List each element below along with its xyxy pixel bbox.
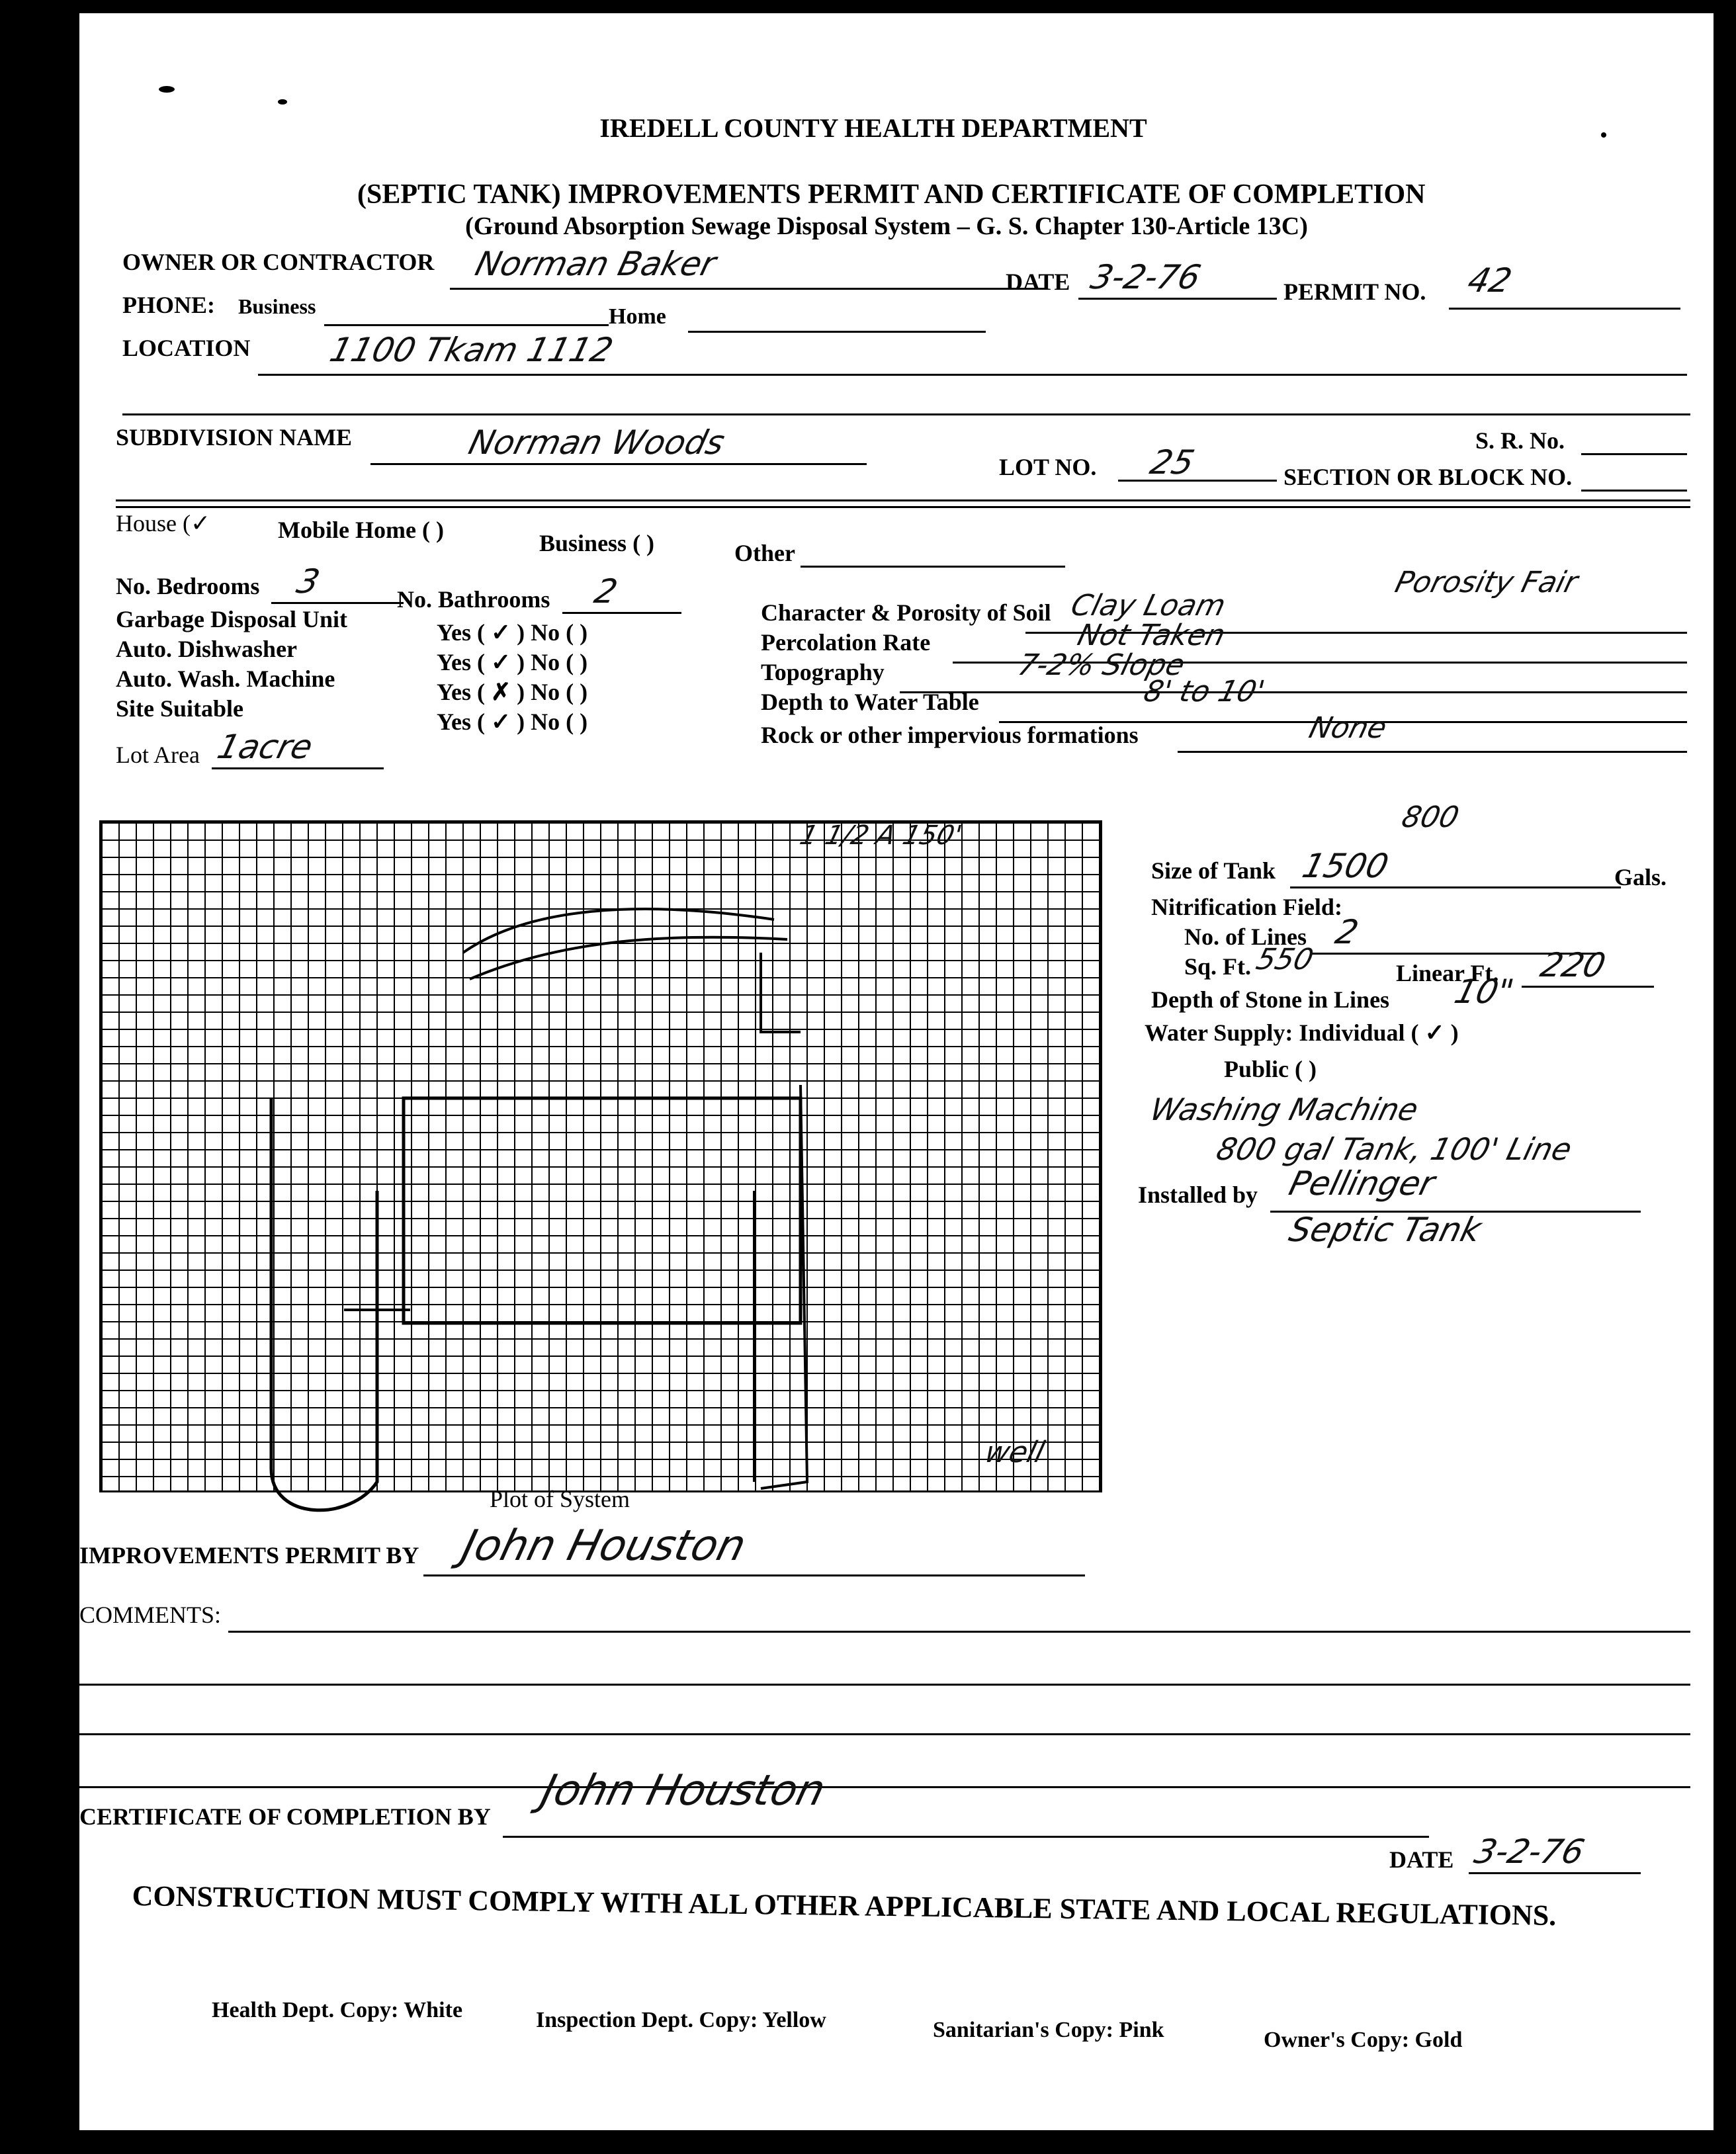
installed-by-value: Pellinger bbox=[1285, 1164, 1439, 1203]
business-type-label: Business ( ) bbox=[539, 530, 655, 556]
location-value: 1100 Tkam 1112 bbox=[326, 331, 617, 369]
tank-size-label: Size of Tank bbox=[1151, 857, 1276, 884]
tank-size-value: 1500 bbox=[1298, 847, 1393, 885]
washing-machine-note: Washing Machine bbox=[1147, 1092, 1422, 1127]
soil-label: Character & Porosity of Soil bbox=[761, 599, 1051, 626]
wash-machine-label: Auto. Wash. Machine bbox=[116, 666, 335, 692]
lot-no-label: LOT NO. bbox=[999, 454, 1097, 480]
subdivision-value: Norman Woods bbox=[464, 423, 729, 462]
plot-annotation: 1 1/2 A 150' bbox=[797, 820, 965, 851]
house-label: House (✓ bbox=[116, 510, 211, 537]
copy-health: Health Dept. Copy: White bbox=[212, 1998, 463, 2022]
lot-area-label: Lot Area bbox=[116, 742, 200, 768]
copy-inspection: Inspection Dept. Copy: Yellow bbox=[536, 2008, 826, 2032]
site-suitable-label: Site Suitable bbox=[116, 695, 244, 722]
tank-size-unit: Gals. bbox=[1614, 864, 1667, 890]
department-title: IREDELL COUNTY HEALTH DEPARTMENT bbox=[599, 113, 1147, 143]
form-subtitle: (Ground Absorption Sewage Disposal System – G. S. Chapter 130-Article 13C) bbox=[465, 212, 1308, 240]
linear-ft-label: Linear Ft. bbox=[1396, 960, 1499, 986]
water-table-label: Depth to Water Table bbox=[761, 689, 979, 715]
site-suitable-answer: Yes ( ✓ ) No ( ) bbox=[437, 709, 588, 735]
plot-caption: Plot of System bbox=[490, 1486, 630, 1512]
permit-form bbox=[79, 13, 1714, 2130]
bedrooms-value: 3 bbox=[292, 562, 324, 601]
subdivision-label: SUBDIVISION NAME bbox=[116, 424, 353, 451]
topography-label: Topography bbox=[761, 659, 885, 685]
wash-machine-answer: Yes ( ✗ ) No ( ) bbox=[437, 679, 588, 705]
linear-ft-value: 220 bbox=[1536, 946, 1610, 984]
permit-by-signature: John Houston bbox=[456, 1522, 751, 1571]
soil-value: Clay Loam bbox=[1067, 589, 1229, 623]
comments-label: COMMENTS: bbox=[79, 1602, 222, 1628]
dishwasher-label: Auto. Dishwasher bbox=[116, 636, 298, 662]
tank-line-note: 800 gal Tank, 100' Line bbox=[1213, 1131, 1576, 1167]
phone-business-label: Business bbox=[238, 294, 316, 318]
lines-label: No. of Lines bbox=[1184, 924, 1307, 950]
permit-by-label: IMPROVEMENTS PERMIT BY bbox=[79, 1542, 419, 1569]
installed-by-value-2: Septic Tank bbox=[1285, 1211, 1485, 1249]
mobile-home-label: Mobile Home ( ) bbox=[278, 517, 444, 543]
phone-home-label: Home bbox=[609, 304, 666, 329]
date-label: DATE bbox=[1006, 269, 1070, 295]
location-label: LOCATION bbox=[122, 335, 251, 361]
stone-depth-value: 10" bbox=[1450, 972, 1518, 1011]
compliance-notice: CONSTRUCTION MUST COMPLY WITH ALL OTHER APPLICABLE STATE AND LOCAL REGULATIONS. bbox=[132, 1879, 1557, 1932]
phone-label: PHONE: bbox=[122, 292, 215, 318]
sq-ft-value: 550 bbox=[1252, 943, 1317, 976]
water-supply-public-label: Public ( ) bbox=[1224, 1056, 1317, 1082]
copy-owner: Owner's Copy: Gold bbox=[1264, 2028, 1463, 2052]
rock-label: Rock or other impervious formations bbox=[761, 722, 1139, 748]
completion-date-label: DATE bbox=[1389, 1846, 1454, 1873]
tank-size-note: 800 bbox=[1398, 800, 1463, 834]
nitrification-label: Nitrification Field: bbox=[1151, 894, 1342, 920]
water-supply-label: Water Supply: Individual ( ✓ ) bbox=[1145, 1019, 1459, 1046]
section-block-label: SECTION OR BLOCK NO. bbox=[1283, 464, 1573, 490]
other-type-label: Other bbox=[734, 540, 795, 566]
garbage-disposal-answer: Yes ( ✓ ) No ( ) bbox=[437, 619, 588, 646]
lot-area-value: 1acre bbox=[213, 728, 317, 766]
dishwasher-answer: Yes ( ✓ ) No ( ) bbox=[437, 649, 588, 675]
sq-ft-label: Sq. Ft. bbox=[1184, 953, 1252, 980]
certificate-signature: John Houston bbox=[536, 1766, 830, 1815]
bedrooms-label: No. Bedrooms bbox=[116, 573, 260, 599]
stone-depth-label: Depth of Stone in Lines bbox=[1151, 986, 1390, 1013]
water-table-value: 8' to 10' bbox=[1140, 675, 1268, 709]
percolation-value: Not Taken bbox=[1074, 619, 1229, 652]
lot-no-value: 25 bbox=[1146, 443, 1198, 482]
bathrooms-label: No. Bathrooms bbox=[397, 586, 550, 613]
rock-value: None bbox=[1305, 711, 1391, 745]
copy-sanitarian: Sanitarian's Copy: Pink bbox=[933, 2018, 1164, 2042]
owner-label: OWNER OR CONTRACTOR bbox=[122, 249, 435, 275]
bathrooms-value: 2 bbox=[590, 572, 622, 611]
plot-well-note: well bbox=[981, 1436, 1048, 1469]
topography-value: 7-2% Slope bbox=[1014, 648, 1189, 682]
permit-no-label: PERMIT NO. bbox=[1283, 279, 1426, 305]
installed-by-label: Installed by bbox=[1138, 1182, 1258, 1208]
form-title: (SEPTIC TANK) IMPROVEMENTS PERMIT AND CERTIFICATE OF COMPLETION bbox=[357, 179, 1426, 210]
lines-value: 2 bbox=[1331, 913, 1363, 951]
completion-date-value: 3-2-76 bbox=[1470, 1832, 1588, 1871]
garbage-disposal-label: Garbage Disposal Unit bbox=[116, 606, 348, 632]
owner-value: Norman Baker bbox=[471, 245, 720, 283]
certificate-label: CERTIFICATE OF COMPLETION BY bbox=[79, 1803, 491, 1830]
porosity-value: Porosity Fair bbox=[1391, 566, 1581, 599]
date-value: 3-2-76 bbox=[1086, 258, 1205, 296]
sr-no-label: S. R. No. bbox=[1475, 427, 1565, 454]
percolation-label: Percolation Rate bbox=[761, 629, 931, 656]
permit-no-value: 42 bbox=[1463, 261, 1516, 300]
